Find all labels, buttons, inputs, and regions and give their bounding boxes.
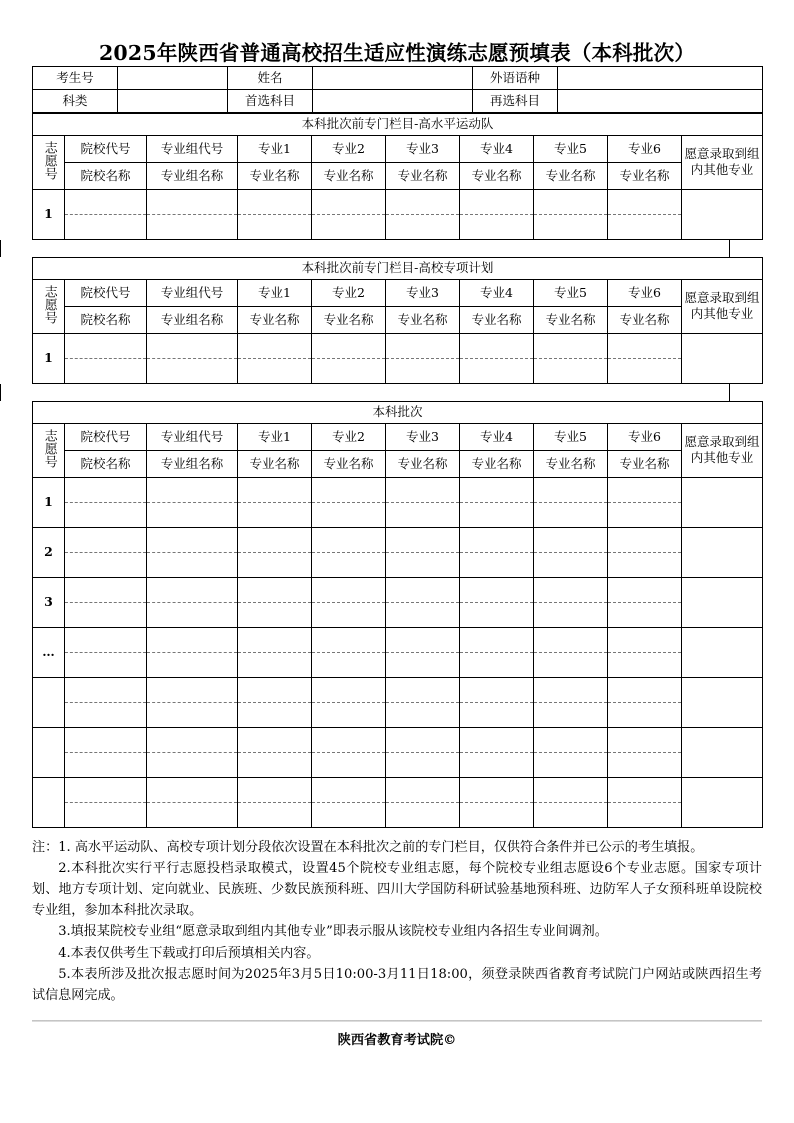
header-major-name-6: 专业名称: [608, 306, 682, 333]
cell-major-name-6[interactable]: [608, 802, 682, 827]
cell-school-code[interactable]: [65, 627, 147, 652]
cell-group-code[interactable]: [147, 627, 238, 652]
table-row: [33, 702, 763, 727]
cell-major-6[interactable]: [608, 189, 682, 214]
cell-major-name-6[interactable]: [608, 552, 682, 577]
label-first-subject: 首选科目: [228, 89, 313, 112]
cell-major-2[interactable]: [312, 527, 386, 552]
row-number: [33, 777, 65, 827]
cell-major-6[interactable]: [608, 727, 682, 752]
cell-school-code[interactable]: [65, 527, 147, 552]
cell-major-2[interactable]: [312, 477, 386, 502]
header-major-3: 专业3: [386, 279, 460, 306]
header-major-name-2: 专业名称: [312, 306, 386, 333]
cell-major-name-5[interactable]: [534, 358, 608, 383]
cell-major-4[interactable]: [460, 333, 534, 358]
cell-major-2[interactable]: [312, 677, 386, 702]
cell-major-1[interactable]: [238, 627, 312, 652]
cell-major-name-5[interactable]: [534, 502, 608, 527]
header-major-2: 专业2: [312, 423, 386, 450]
header-major-6: 专业6: [608, 279, 682, 306]
table-row: [33, 214, 763, 239]
table-row: [33, 358, 763, 383]
section-spacer-2: [0, 384, 730, 401]
header-row-top: [33, 279, 763, 306]
header-school-code: 院校代号: [65, 135, 147, 162]
section-high-level-sports-team: [32, 113, 762, 240]
note-item-1: [32, 837, 762, 858]
cell-school-code[interactable]: [65, 477, 147, 502]
cell-major-2[interactable]: [312, 189, 386, 214]
label-second-subject: 再选科目: [473, 89, 558, 112]
cell-willing-transfer[interactable]: [682, 677, 763, 727]
cell-major-6[interactable]: [608, 577, 682, 602]
section-2-table: [32, 257, 763, 384]
cell-major-name-1[interactable]: [238, 602, 312, 627]
header-major-name-4: 专业名称: [460, 450, 534, 477]
cell-major-4[interactable]: [460, 777, 534, 802]
header-major-3: 专业3: [386, 135, 460, 162]
cell-willing-transfer[interactable]: [682, 189, 763, 239]
table-row: [33, 89, 763, 112]
field-candidate-no[interactable]: [118, 66, 228, 89]
cell-major-name-4[interactable]: [460, 602, 534, 627]
cell-major-2[interactable]: [312, 577, 386, 602]
cell-major-1[interactable]: [238, 727, 312, 752]
cell-willing-transfer[interactable]: [682, 577, 763, 627]
header-major-4: 专业4: [460, 135, 534, 162]
header-group-name: 专业组名称: [147, 306, 238, 333]
cell-major-name-4[interactable]: [460, 802, 534, 827]
cell-major-4[interactable]: [460, 627, 534, 652]
cell-major-3[interactable]: [386, 477, 460, 502]
cell-willing-transfer[interactable]: [682, 627, 763, 677]
header-row-bottom: [33, 162, 763, 189]
section-banner-row: [33, 257, 763, 279]
table-row: [33, 752, 763, 777]
notes-section: [32, 837, 762, 1007]
cell-major-3[interactable]: [386, 333, 460, 358]
cell-major-name-5[interactable]: [534, 652, 608, 677]
cell-major-6[interactable]: [608, 777, 682, 802]
cell-major-1[interactable]: [238, 527, 312, 552]
header-major-name-1: 专业名称: [238, 162, 312, 189]
header-major-4: 专业4: [460, 423, 534, 450]
header-major-6: 专业6: [608, 423, 682, 450]
cell-major-name-3[interactable]: [386, 502, 460, 527]
section-banner-2: 本科批次前专门栏目-高校专项计划: [33, 257, 763, 279]
section-banner-row: [33, 113, 763, 135]
header-major-1: 专业1: [238, 279, 312, 306]
header-school-code: 院校代号: [65, 279, 147, 306]
cell-group-code[interactable]: [147, 777, 238, 802]
page-title: 2025年陕西省普通高校招生适应性演练志愿预填表（本科批次）: [98, 41, 696, 65]
cell-major-1[interactable]: [238, 677, 312, 702]
note-item-4: 4.本表仅供考生下载或打印后预填相关内容。: [58, 945, 320, 961]
header-major-name-4: 专业名称: [460, 306, 534, 333]
row-number: [33, 727, 65, 777]
cell-major-name-5[interactable]: [534, 802, 608, 827]
cell-group-code[interactable]: [147, 677, 238, 702]
cell-major-5[interactable]: [534, 727, 608, 752]
header-major-name-5: 专业名称: [534, 306, 608, 333]
cell-major-name-1[interactable]: [238, 752, 312, 777]
cell-school-name[interactable]: [65, 652, 147, 677]
cell-school-name[interactable]: [65, 358, 147, 383]
row-number: 1: [33, 333, 65, 383]
header-major-1: 专业1: [238, 423, 312, 450]
header-school-name: 院校名称: [65, 306, 147, 333]
note-text-1: 1. 高水平运动队、高校专项计划分段依次设置在本科批次之前的专门栏目，仅供符合条件并已公示的考生填报。: [58, 839, 704, 855]
cell-major-6[interactable]: [608, 527, 682, 552]
cell-school-code[interactable]: [65, 577, 147, 602]
header-major-name-1: 专业名称: [238, 450, 312, 477]
header-major-name-3: 专业名称: [386, 162, 460, 189]
header-major-5: 专业5: [534, 423, 608, 450]
cell-group-name[interactable]: [147, 702, 238, 727]
header-major-4: 专业4: [460, 279, 534, 306]
cell-major-name-2[interactable]: [312, 552, 386, 577]
cell-major-name-4[interactable]: [460, 502, 534, 527]
cell-major-4[interactable]: [460, 727, 534, 752]
table-row: [33, 727, 763, 752]
cell-major-1[interactable]: [238, 189, 312, 214]
cell-major-1[interactable]: [238, 577, 312, 602]
header-major-5: 专业5: [534, 135, 608, 162]
header-major-5: 专业5: [534, 279, 608, 306]
footer-divider: [32, 1020, 762, 1022]
cell-major-name-5[interactable]: [534, 702, 608, 727]
table-row: [33, 552, 763, 577]
header-major-name-5: 专业名称: [534, 162, 608, 189]
table-row: [33, 527, 763, 552]
cell-group-code[interactable]: [147, 527, 238, 552]
section-undergraduate-batch: [32, 401, 762, 828]
note-item-2: 2.本科批次实行平行志愿投档录取模式，设置45个院校专业组志愿，每个院校专业组志愿设6个专业志愿。国家专项计划、地方专项计划、定向就业、民族班、少数民族预科班、四川大学国防科研试验基地预科班、边防军人子女预科班单设院校专业组，参加本科批次录取。: [32, 860, 762, 919]
cell-major-name-2[interactable]: [312, 702, 386, 727]
cell-school-code[interactable]: [65, 727, 147, 752]
header-willing-transfer: 愿意录取到组内其他专业: [682, 279, 763, 333]
cell-school-code[interactable]: [65, 777, 147, 802]
header-willing-transfer: 愿意录取到组内其他专业: [682, 423, 763, 477]
header-row-top: [33, 135, 763, 162]
cell-major-name-4[interactable]: [460, 214, 534, 239]
cell-group-code[interactable]: [147, 333, 238, 358]
cell-major-5[interactable]: [534, 677, 608, 702]
cell-major-name-2[interactable]: [312, 502, 386, 527]
header-major-name-3: 专业名称: [386, 450, 460, 477]
header-row-top: [33, 423, 763, 450]
header-major-2: 专业2: [312, 279, 386, 306]
cell-major-2[interactable]: [312, 727, 386, 752]
cell-major-name-2[interactable]: [312, 214, 386, 239]
field-subject-category[interactable]: [118, 89, 228, 112]
table-row: [33, 802, 763, 827]
cell-major-name-2[interactable]: [312, 802, 386, 827]
table-row: [33, 677, 763, 702]
cell-major-name-1[interactable]: [238, 802, 312, 827]
cell-group-name[interactable]: [147, 602, 238, 627]
row-number: [33, 677, 65, 727]
section-banner-row: [33, 401, 763, 423]
header-volunteer-no: 志愿号: [33, 279, 65, 333]
cell-major-name-2[interactable]: [312, 602, 386, 627]
table-row: [33, 602, 763, 627]
table-row: [33, 652, 763, 677]
row-number: 1: [33, 189, 65, 239]
cell-major-name-6[interactable]: [608, 358, 682, 383]
cell-school-name[interactable]: [65, 602, 147, 627]
header-major-2: 专业2: [312, 135, 386, 162]
cell-major-name-1[interactable]: [238, 358, 312, 383]
cell-major-4[interactable]: [460, 677, 534, 702]
header-major-1: 专业1: [238, 135, 312, 162]
header-school-name: 院校名称: [65, 450, 147, 477]
cell-group-code[interactable]: [147, 727, 238, 752]
cell-group-name[interactable]: [147, 752, 238, 777]
header-school-code: 院校代号: [65, 423, 147, 450]
cell-major-2[interactable]: [312, 627, 386, 652]
cell-major-3[interactable]: [386, 189, 460, 214]
header-group-code: 专业组代号: [147, 135, 238, 162]
cell-willing-transfer[interactable]: [682, 727, 763, 777]
cell-major-name-3[interactable]: [386, 602, 460, 627]
cell-major-1[interactable]: [238, 477, 312, 502]
header-volunteer-no: 志愿号: [33, 135, 65, 189]
header-major-name-2: 专业名称: [312, 162, 386, 189]
cell-school-code[interactable]: [65, 333, 147, 358]
header-volunteer-no: 志愿号: [33, 423, 65, 477]
header-row-bottom: [33, 450, 763, 477]
cell-major-3[interactable]: [386, 777, 460, 802]
section-university-special-plan: [32, 257, 762, 384]
label-name: 姓名: [228, 66, 313, 89]
cell-major-name-6[interactable]: [608, 752, 682, 777]
cell-major-name-5[interactable]: [534, 602, 608, 627]
cell-major-name-5[interactable]: [534, 552, 608, 577]
cell-major-5[interactable]: [534, 627, 608, 652]
cell-group-name[interactable]: [147, 652, 238, 677]
row-number-ellipsis: …: [33, 627, 65, 677]
cell-major-name-3[interactable]: [386, 552, 460, 577]
header-school-name: 院校名称: [65, 162, 147, 189]
cell-school-name[interactable]: [65, 552, 147, 577]
cell-school-code[interactable]: [65, 189, 147, 214]
cell-major-name-6[interactable]: [608, 602, 682, 627]
cell-major-name-4[interactable]: [460, 752, 534, 777]
note-item-5: 5.本表所涉及批次报志愿时间为2025年3月5日10:00-3月11日18:00，须登录陕西省教育考试院门户网站或陕西招生考试信息网完成。: [32, 966, 762, 1004]
cell-major-5[interactable]: [534, 777, 608, 802]
cell-willing-transfer[interactable]: [682, 477, 763, 527]
cell-major-name-2[interactable]: [312, 652, 386, 677]
field-name[interactable]: [313, 66, 473, 89]
table-row: [33, 477, 763, 502]
note-item-3: 3.填报某院校专业组“愿意录取到组内其他专业”即表示服从该院校专业组内各招生专业间调剂。: [58, 924, 608, 940]
cell-major-3[interactable]: [386, 527, 460, 552]
section-banner-1: 本科批次前专门栏目-高水平运动队: [33, 113, 763, 135]
cell-major-6[interactable]: [608, 477, 682, 502]
field-foreign-language[interactable]: [558, 66, 763, 89]
cell-group-code[interactable]: [147, 189, 238, 214]
cell-major-6[interactable]: [608, 677, 682, 702]
cell-major-name-3[interactable]: [386, 702, 460, 727]
cell-major-4[interactable]: [460, 477, 534, 502]
cell-major-3[interactable]: [386, 627, 460, 652]
cell-major-name-5[interactable]: [534, 214, 608, 239]
header-major-name-2: 专业名称: [312, 450, 386, 477]
cell-major-name-1[interactable]: [238, 702, 312, 727]
cell-major-name-3[interactable]: [386, 752, 460, 777]
cell-major-name-1[interactable]: [238, 502, 312, 527]
section-3-table: [32, 401, 763, 828]
header-major-name-6: 专业名称: [608, 162, 682, 189]
cell-group-name[interactable]: [147, 802, 238, 827]
header-group-name: 专业组名称: [147, 162, 238, 189]
footer-text: 陕西省教育考试院©: [337, 1033, 457, 1049]
cell-major-1[interactable]: [238, 777, 312, 802]
cell-group-code[interactable]: [147, 577, 238, 602]
label-subject-category: 科类: [33, 89, 118, 112]
cell-school-name[interactable]: [65, 752, 147, 777]
cell-major-name-1[interactable]: [238, 552, 312, 577]
cell-major-3[interactable]: [386, 677, 460, 702]
cell-major-name-5[interactable]: [534, 752, 608, 777]
cell-major-name-2[interactable]: [312, 752, 386, 777]
header-row-bottom: [33, 306, 763, 333]
cell-willing-transfer[interactable]: [682, 527, 763, 577]
cell-major-name-6[interactable]: [608, 214, 682, 239]
cell-major-5[interactable]: [534, 577, 608, 602]
header-major-6: 专业6: [608, 135, 682, 162]
cell-major-name-2[interactable]: [312, 358, 386, 383]
cell-group-name[interactable]: [147, 552, 238, 577]
header-group-code: 专业组代号: [147, 279, 238, 306]
cell-major-2[interactable]: [312, 777, 386, 802]
field-second-subject[interactable]: [558, 89, 763, 112]
cell-major-name-3[interactable]: [386, 214, 460, 239]
cell-major-2[interactable]: [312, 333, 386, 358]
cell-major-name-6[interactable]: [608, 502, 682, 527]
cell-major-5[interactable]: [534, 477, 608, 502]
cell-major-3[interactable]: [386, 727, 460, 752]
cell-major-6[interactable]: [608, 627, 682, 652]
cell-major-name-3[interactable]: [386, 358, 460, 383]
cell-group-name[interactable]: [147, 358, 238, 383]
table-row: [33, 777, 763, 802]
header-major-name-1: 专业名称: [238, 306, 312, 333]
header-major-name-5: 专业名称: [534, 450, 608, 477]
cell-major-name-1[interactable]: [238, 214, 312, 239]
table-row: [33, 66, 763, 89]
cell-school-name[interactable]: [65, 802, 147, 827]
header-willing-transfer: 愿意录取到组内其他专业: [682, 135, 763, 189]
field-first-subject[interactable]: [313, 89, 473, 112]
cell-major-name-4[interactable]: [460, 702, 534, 727]
cell-major-name-3[interactable]: [386, 802, 460, 827]
section-spacer-1: [0, 240, 730, 257]
cell-major-name-4[interactable]: [460, 552, 534, 577]
cell-major-5[interactable]: [534, 333, 608, 358]
cell-major-name-1[interactable]: [238, 652, 312, 677]
candidate-info-section: [32, 66, 762, 113]
table-row: [33, 333, 763, 358]
notes-heading: 注：: [32, 839, 59, 855]
cell-major-4[interactable]: [460, 527, 534, 552]
row-number: 2: [33, 527, 65, 577]
cell-major-name-6[interactable]: [608, 652, 682, 677]
cell-major-6[interactable]: [608, 333, 682, 358]
header-major-name-3: 专业名称: [386, 306, 460, 333]
cell-major-name-4[interactable]: [460, 652, 534, 677]
cell-willing-transfer[interactable]: [682, 333, 763, 383]
cell-school-name[interactable]: [65, 214, 147, 239]
table-row: [33, 189, 763, 214]
section-banner-3: 本科批次: [33, 401, 763, 423]
header-group-name: 专业组名称: [147, 450, 238, 477]
cell-major-1[interactable]: [238, 333, 312, 358]
cell-major-name-3[interactable]: [386, 652, 460, 677]
row-number: 1: [33, 477, 65, 527]
cell-school-code[interactable]: [65, 677, 147, 702]
label-foreign-language: 外语语种: [473, 66, 558, 89]
cell-group-name[interactable]: [147, 214, 238, 239]
label-candidate-no: 考生号: [33, 66, 118, 89]
header-group-code: 专业组代号: [147, 423, 238, 450]
cell-major-name-4[interactable]: [460, 358, 534, 383]
header-major-3: 专业3: [386, 423, 460, 450]
cell-major-5[interactable]: [534, 189, 608, 214]
cell-willing-transfer[interactable]: [682, 777, 763, 827]
header-major-name-4: 专业名称: [460, 162, 534, 189]
row-number: 3: [33, 577, 65, 627]
cell-group-code[interactable]: [147, 477, 238, 502]
cell-school-name[interactable]: [65, 502, 147, 527]
cell-major-5[interactable]: [534, 527, 608, 552]
header-major-name-6: 专业名称: [608, 450, 682, 477]
cell-major-4[interactable]: [460, 189, 534, 214]
cell-major-3[interactable]: [386, 577, 460, 602]
cell-major-name-6[interactable]: [608, 702, 682, 727]
candidate-info-table: [32, 66, 763, 113]
cell-major-4[interactable]: [460, 577, 534, 602]
table-row: [33, 627, 763, 652]
table-row: [33, 502, 763, 527]
section-1-table: [32, 113, 763, 240]
cell-group-name[interactable]: [147, 502, 238, 527]
table-row: [33, 577, 763, 602]
cell-school-name[interactable]: [65, 702, 147, 727]
